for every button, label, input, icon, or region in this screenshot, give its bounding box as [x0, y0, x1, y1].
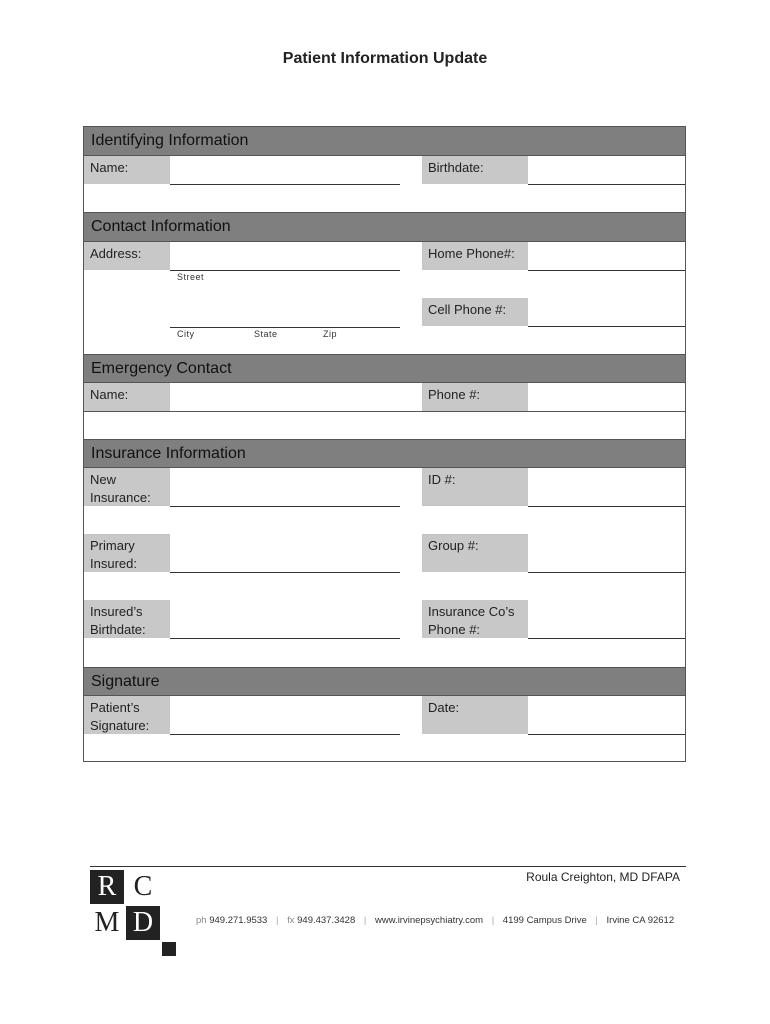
footer-divider [90, 866, 686, 867]
contact-line [196, 915, 674, 926]
logo-d: D [126, 906, 160, 940]
date-label: Date: [422, 696, 528, 734]
row-divider [84, 411, 685, 412]
separator: | [363, 915, 367, 926]
new-insurance-label: New Insurance: [84, 468, 170, 506]
new-insurance-field[interactable] [170, 506, 400, 507]
state-caption: State [254, 329, 278, 339]
patient-signature-label: Patient’s Signature: [84, 696, 170, 734]
logo-m: M [90, 906, 124, 940]
date-field[interactable] [528, 734, 685, 735]
city-address: Irvine CA 92612 [606, 915, 675, 926]
street-address: 4199 Campus Drive [502, 915, 587, 926]
fax-number: 949.437.3428 [297, 915, 356, 926]
address-label: Address: [84, 242, 170, 270]
street-field[interactable] [170, 270, 400, 271]
page-title: Patient Information Update [282, 50, 488, 67]
phone-number: 949.271.9533 [209, 915, 268, 926]
name-field[interactable] [170, 184, 400, 185]
insured-birthdate-label: Insured’s Birthdate: [84, 600, 170, 638]
section-signature: Signature [84, 667, 685, 696]
separator: | [275, 915, 279, 926]
patient-form [83, 126, 686, 762]
section-insurance: Insurance Information [84, 439, 685, 468]
logo-square [162, 942, 176, 956]
separator: | [491, 915, 495, 926]
city-caption: City [177, 329, 195, 339]
rcmd-logo [90, 868, 180, 958]
zip-caption: Zip [323, 329, 338, 339]
primary-insured-field[interactable] [170, 572, 400, 573]
birthdate-field[interactable] [528, 184, 685, 185]
website-link[interactable]: www.irvinepsychiatry.com [375, 915, 484, 926]
cell-phone-label: Cell Phone #: [422, 298, 528, 326]
group-label: Group #: [422, 534, 528, 572]
group-field[interactable] [528, 572, 685, 573]
insurance-phone-field[interactable] [528, 638, 685, 639]
section-contact: Contact Information [84, 212, 685, 242]
cell-phone-field[interactable] [528, 326, 685, 327]
separator: | [595, 915, 598, 926]
birthdate-label: Birthdate: [422, 156, 528, 184]
patient-signature-field[interactable] [170, 734, 400, 735]
id-field[interactable] [528, 506, 685, 507]
insured-birthdate-field[interactable] [170, 638, 400, 639]
logo-c: C [126, 870, 160, 904]
insurance-phone-label: Insurance Co’s Phone #: [422, 600, 528, 638]
ec-name-label: Name: [84, 383, 170, 411]
fax-prefix: fx [287, 915, 295, 926]
city-state-zip-field[interactable] [170, 327, 400, 328]
section-emergency: Emergency Contact [84, 354, 685, 383]
id-label: ID #: [422, 468, 528, 506]
ec-phone-label: Phone #: [422, 383, 528, 411]
primary-insured-label: Primary Insured: [84, 534, 170, 572]
home-phone-field[interactable] [528, 270, 685, 271]
street-caption: Street [177, 272, 205, 282]
name-label: Name: [84, 156, 170, 184]
section-identifying: Identifying Information [84, 127, 685, 156]
home-phone-label: Home Phone#: [422, 242, 528, 270]
phone-prefix: ph [196, 915, 207, 926]
doctor-name: Roula Creighton, MD DFAPA [526, 870, 680, 884]
logo-r: R [90, 870, 124, 904]
